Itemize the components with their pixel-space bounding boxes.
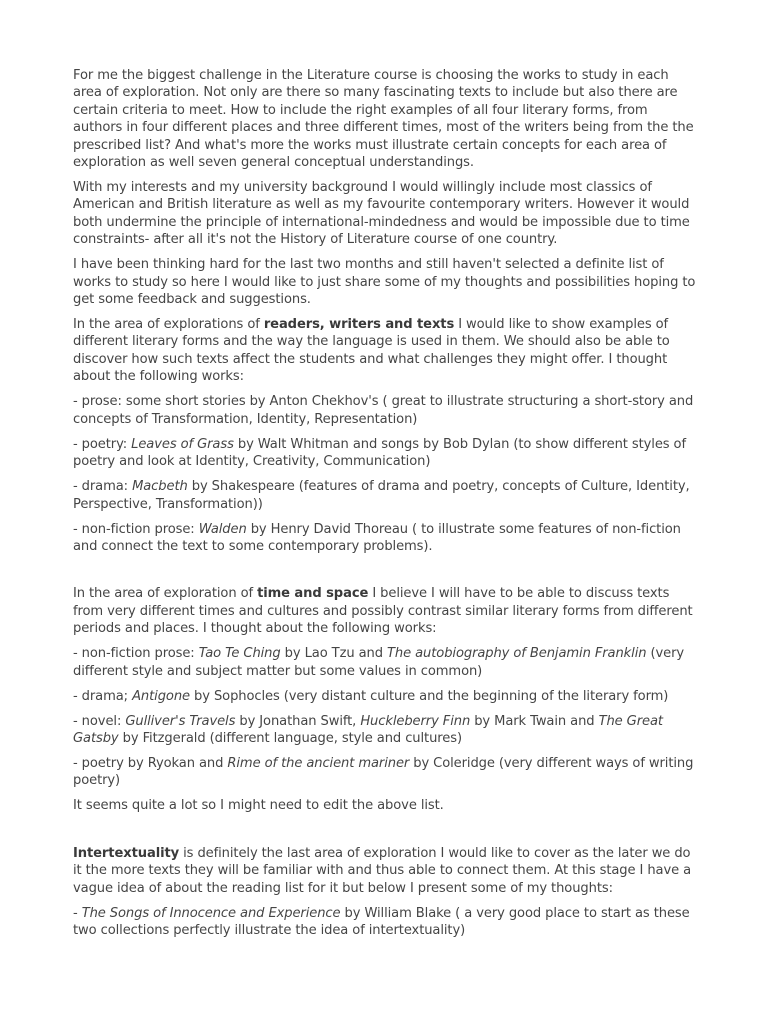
- ts-item-poetry-pre: - poetry by Ryokan and: [73, 755, 228, 771]
- rwt-item-poetry: [73, 436, 698, 471]
- rwt-item-prose: - prose: some short stories by Anton Chekhov's ( great to illustrate structuring a short-story and concepts of Transformation, Identity, Representation): [73, 394, 694, 427]
- article-body: [73, 67, 698, 947]
- ts-item-novel-post: by Fitzgerald (different language, style and cultures): [118, 730, 462, 746]
- rwt-item-poetry-title: Leaves of Grass: [131, 436, 234, 452]
- rwt-heading: readers, writers and texts: [263, 317, 455, 333]
- rwt-item-nonfiction: [73, 521, 698, 556]
- rwt-intro-after: I would like to show examples of different literary forms and the way the language is used in them. We should also be able to discover how such texts affect the students and what challenges they might offer. I thought about the following works:: [73, 317, 670, 385]
- ts-item-nonfiction: [73, 645, 698, 680]
- rwt-item-drama-pre: - drama:: [73, 479, 133, 495]
- intro-paragraph-1: For me the biggest challenge in the Literature course is choosing the works to study in each area of exploration. Not only are there so many fascinating texts to include but also there are certain criteria to meet. How to include the right examples of all four literary forms, from authors in four different places and three different times, most of the writers being from the the prescribed list? And what's more the works must illustrate certain concepts for each area of exploration as well seven general conceptual understandings.: [73, 68, 694, 171]
- ts-item-drama-post: by Sophocles (very distant culture and the beginning of the literary form): [189, 688, 669, 704]
- ts-item-drama-pre: - drama;: [73, 688, 133, 704]
- ts-item-drama: [73, 688, 698, 705]
- rwt-intro: [73, 316, 698, 386]
- ts-item-nonfiction-title-2: The autobiography of Benjamin Franklin: [387, 646, 647, 662]
- it-intro: [73, 845, 698, 897]
- ts-intro-after: I believe I will have to be able to discuss texts from very different times and cultures and possibly contrast similar literary forms from different periods and places. I thought about the following works:: [73, 586, 693, 637]
- ts-heading: time and space: [257, 586, 369, 602]
- ts-item-novel-mid-1: by Jonathan Swift,: [235, 713, 361, 729]
- rwt-item-drama-post: by Shakespeare (features of drama and poetry, concepts of Culture, Identity, Perspective, Transformation)): [73, 479, 690, 512]
- ts-item-novel-mid-2: by Mark Twain and: [470, 713, 599, 729]
- ts-item-poetry: [73, 755, 698, 790]
- ts-item-nonfiction-title-1: Tao Te Ching: [198, 646, 281, 662]
- rwt-item-poetry-post: by Walt Whitman and songs by Bob Dylan (to show different styles of poetry and look at Identity, Creativity, Communication): [73, 436, 686, 470]
- rwt-item-poetry-pre: - poetry:: [73, 436, 132, 452]
- ts-intro-before: In the area of exploration of: [73, 586, 258, 602]
- ts-item-novel-title-2: Huckleberry Finn: [360, 713, 471, 729]
- ts-item-nonfiction-mid: by Lao Tzu and: [280, 646, 388, 662]
- ts-item-poetry-title: Rime of the ancient mariner: [227, 755, 410, 771]
- rwt-intro-before: In the area of explorations of: [73, 317, 264, 333]
- ts-item-nonfiction-post: (very different style and subject matter but some values in common): [73, 646, 685, 679]
- rwt-item-nonfiction-pre: - non-fiction prose:: [73, 521, 199, 537]
- it-item-blake-post: by William Blake ( a very good place to start as these two collections perfectly illustrate the idea of intertextuality): [73, 905, 690, 938]
- rwt-item-nonfiction-title: Walden: [198, 521, 247, 537]
- it-item-blake-title: The Songs of Innocence and Experience: [81, 905, 341, 921]
- ts-item-novel-pre: - novel:: [73, 713, 126, 729]
- rwt-item-drama-title: Macbeth: [132, 479, 188, 495]
- ts-intro: [73, 585, 698, 637]
- ts-item-novel-title-1: Gulliver's Travels: [125, 713, 236, 729]
- rwt-item-nonfiction-post: by Henry David Thoreau ( to illustrate some features of non-fiction and connect the text to some contemporary problems).: [73, 521, 681, 554]
- it-item-blake: [73, 905, 698, 940]
- ts-item-novel: [73, 713, 698, 748]
- ts-item-novel-title-3: The Great Gatsby: [73, 713, 663, 746]
- ts-item-drama-title: Antigone: [132, 688, 190, 704]
- ts-item-poetry-post: by Coleridge (very different ways of writing poetry): [73, 755, 694, 789]
- intro-paragraph-3: I have been thinking hard for the last two months and still haven't selected a definite list of works to study so here I would like to just share some of my thoughts and possibilities hoping to get some feedback and suggestions.: [73, 257, 696, 308]
- it-item-blake-pre: -: [73, 905, 82, 921]
- intro-paragraph-2: With my interests and my university background I would willingly include most classics of American and British literature as well as my favourite contemporary writers. However it would both undermine the principle of international-mindedness and would be impossible due to time constraints- after all it's not the History of Literature course of one country.: [73, 180, 690, 248]
- ts-item-nonfiction-pre: - non-fiction prose:: [73, 646, 199, 662]
- it-intro-after: is definitely the last area of exploration I would like to cover as the later we do it the more texts they will be familiar with and thus able to connect them. At this stage I have a vague idea of about the reading list for it but below I present some of my thoughts:: [73, 845, 692, 896]
- it-heading: Intertextuality: [73, 845, 180, 861]
- rwt-item-drama: [73, 478, 698, 513]
- ts-closing: It seems quite a lot so I might need to edit the above list.: [73, 798, 444, 814]
